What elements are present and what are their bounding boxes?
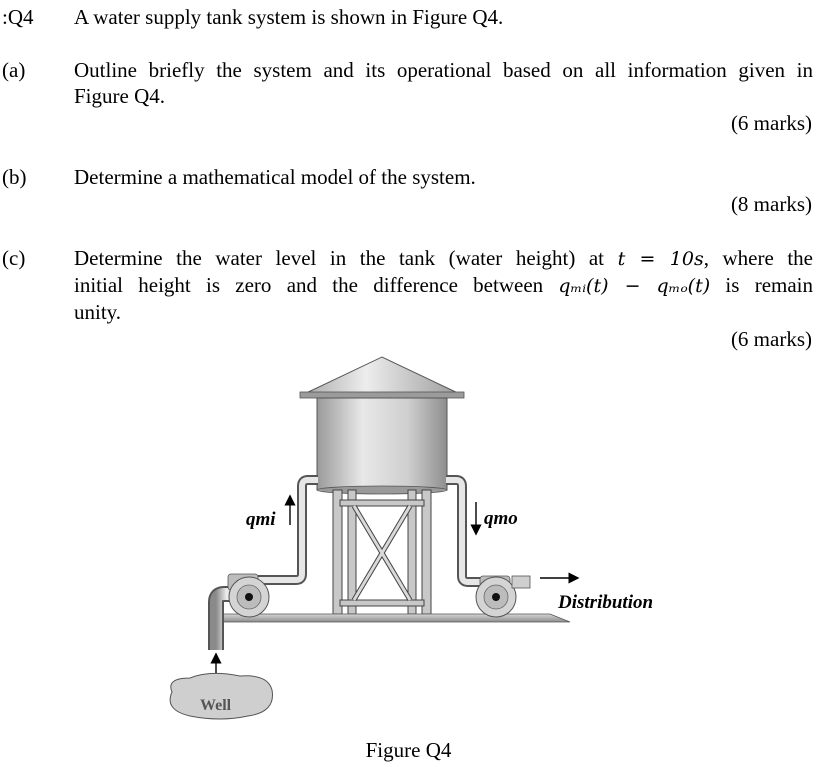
question-intro: A water supply tank system is shown in Figure Q4. <box>74 5 504 29</box>
part-c-line2 <box>74 272 813 299</box>
tank-body <box>317 398 447 494</box>
water-tank-figure <box>150 340 690 730</box>
tank-roof <box>300 357 464 398</box>
part-c-line1 <box>74 245 813 272</box>
question-number: :Q4 <box>2 5 34 29</box>
part-c-line1-post: , where the <box>703 246 814 270</box>
part-a-text <box>74 57 813 109</box>
inlet-pipe <box>258 480 318 580</box>
well <box>170 673 272 719</box>
inflow-label: qmi <box>246 509 276 530</box>
ground-platform <box>210 614 570 622</box>
distribution-label: Distribution <box>558 592 654 613</box>
outlet-pump <box>476 576 530 617</box>
part-b-label: (b) <box>2 165 27 189</box>
outflow-label: qmo <box>484 508 518 529</box>
part-a-marks: (6 marks) <box>730 111 812 135</box>
part-b-text: Determine a mathematical model of the system. <box>74 165 476 189</box>
part-c-label: (c) <box>2 246 26 270</box>
part-a-line2: Figure Q4. <box>74 84 165 108</box>
part-c-time-expression: t = 10s <box>617 248 704 270</box>
part-c-text <box>74 245 813 325</box>
part-a-line1: Outline briefly the system and its operational based on all information given in <box>74 58 813 82</box>
part-c-line2-post: is remain <box>710 273 814 297</box>
part-c-marks: (6 marks) <box>730 327 812 351</box>
tower-frame <box>333 490 431 614</box>
part-a-label: (a) <box>2 58 26 82</box>
part-b-marks: (8 marks) <box>730 192 812 216</box>
part-c-line2-pre: initial height is zero and the difference between <box>74 273 559 297</box>
part-c-line1-pre: Determine the water level in the tank (water height) at <box>74 246 618 270</box>
figure-caption: Figure Q4 <box>365 738 452 762</box>
part-c-flow-difference-expression: qₘᵢ(t) − qₘₒ(t) <box>558 275 711 297</box>
well-label: Well <box>200 697 232 714</box>
outlet-pipe <box>446 480 490 582</box>
part-c-line3: unity. <box>74 300 122 324</box>
